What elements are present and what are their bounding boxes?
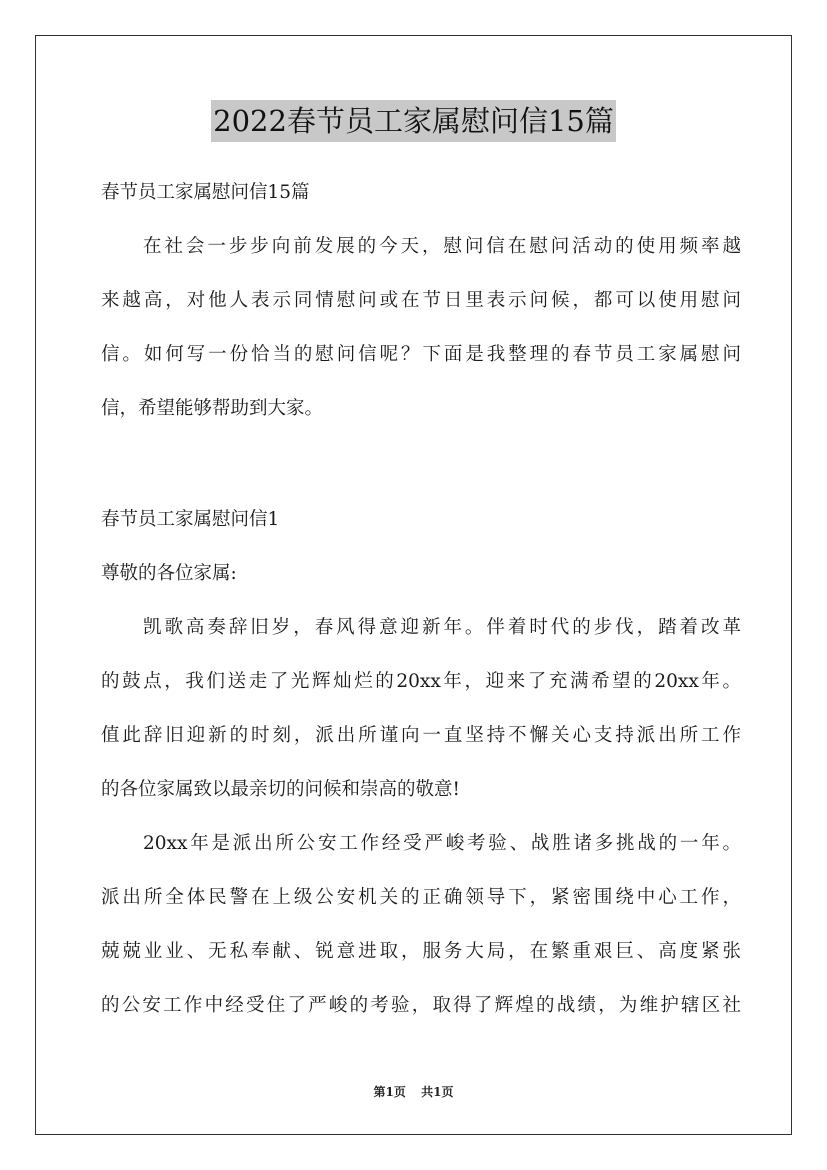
- body-paragraph-2-line-3: 兢兢业业、无私奉献、锐意进取，服务大局，在繁重艰巨、高度紧张: [101, 941, 741, 962]
- subtitle-line: 春节员工家属慰问信15篇: [101, 182, 310, 203]
- salutation: 尊敬的各位家属:: [101, 563, 237, 584]
- page-footer: [0, 1084, 827, 1100]
- intro-paragraph-line-1: 在社会一步步向前发展的今天，慰问信在慰问活动的使用频率越: [143, 236, 741, 257]
- body-paragraph-2-line-2: 派出所全体民警在上级公安机关的正确领导下，紧密围绕中心工作，: [101, 887, 741, 908]
- document-title: 2022春节员工家属慰问信15篇: [211, 100, 616, 142]
- body-paragraph-1-line-1: 凯歌高奏辞旧岁，春风得意迎新年。伴着时代的步伐，踏着改革: [143, 617, 741, 638]
- intro-paragraph-line-4: 信，希望能够帮助到大家。: [101, 398, 324, 419]
- intro-paragraph-line-2: 来越高，对他人表示同情慰问或在节日里表示问候，都可以使用慰问: [101, 290, 741, 311]
- body-paragraph-1-line-2: 的鼓点，我们送走了光辉灿烂的20xx年，迎来了充满希望的20xx年。: [101, 671, 741, 692]
- page-total: 共1页: [421, 1085, 454, 1099]
- intro-paragraph-line-3: 信。如何写一份恰当的慰问信呢？下面是我整理的春节员工家属慰问: [101, 344, 741, 365]
- body-paragraph-2-line-1: 20xx年是派出所公安工作经受严峻考验、战胜诸多挑战的一年。: [143, 833, 741, 854]
- body-paragraph-2-line-4: 的公安工作中经受住了严峻的考验，取得了辉煌的战绩，为维护辖区社: [101, 995, 741, 1016]
- title-container: [0, 100, 827, 142]
- page-number: 第1页: [373, 1085, 406, 1099]
- body-paragraph-1-line-4: 的各位家属致以最亲切的问候和崇高的敬意!: [101, 779, 460, 800]
- section-heading-1: 春节员工家属慰问信1: [101, 509, 280, 530]
- body-paragraph-1-line-3: 值此辞旧迎新的时刻，派出所谨向一直坚持不懈关心支持派出所工作: [101, 725, 741, 746]
